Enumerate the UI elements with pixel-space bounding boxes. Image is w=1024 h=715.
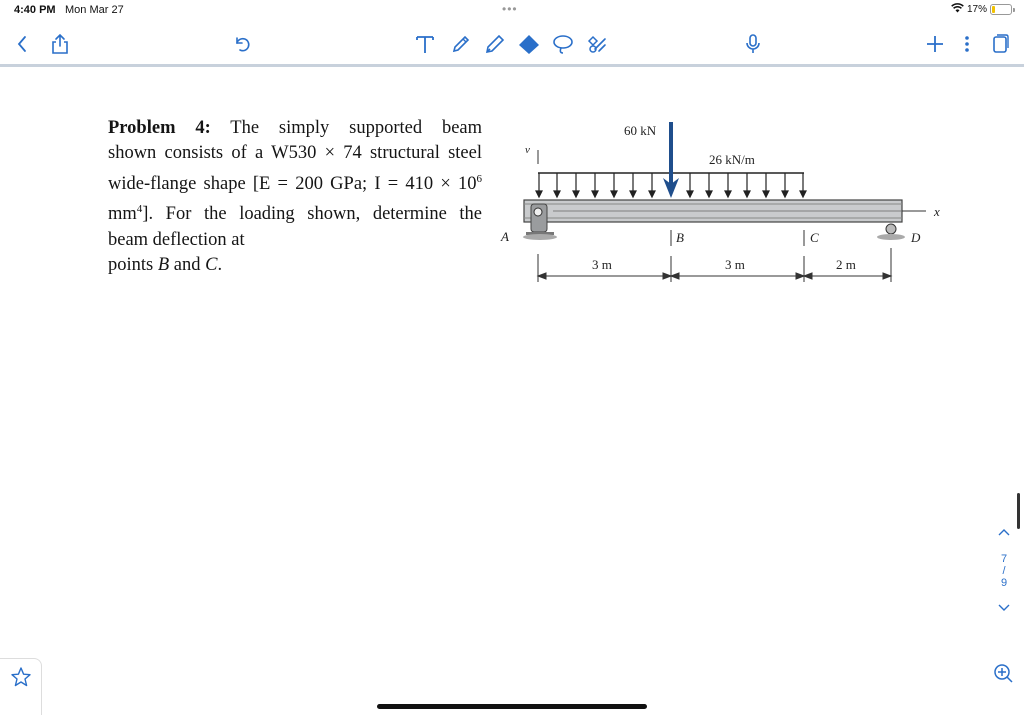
beam	[524, 200, 902, 222]
problem-line-3: wide-flange shape [E = 200 GPa; $I = 410 \times 10^6$	[108, 172, 482, 194]
chevron-down-icon[interactable]	[993, 603, 1015, 615]
beam-diagram-svg	[498, 116, 950, 286]
page-total: 9	[1000, 577, 1008, 589]
scroll-handle[interactable]	[1017, 493, 1020, 529]
lasso-icon[interactable]	[551, 32, 575, 56]
span-ab-label: 3 m	[592, 257, 612, 272]
chevron-up-icon[interactable]	[993, 527, 1015, 543]
problem-line-5: beam deflection at	[108, 229, 245, 250]
multitasking-dots[interactable]: •••	[502, 2, 518, 16]
zoom-in-icon[interactable]	[993, 663, 1013, 688]
pages-icon[interactable]	[988, 32, 1012, 56]
roller-support-d	[877, 224, 905, 240]
pencil-icon[interactable]	[483, 32, 507, 56]
page-current: 7	[1000, 553, 1008, 565]
toolbar	[0, 22, 1024, 66]
more-icon[interactable]	[955, 32, 979, 56]
beam-diagram	[498, 116, 950, 286]
toolbar-divider	[0, 64, 1024, 67]
span-cd-label: 2 m	[836, 257, 856, 272]
point-load-label: 60 kN	[624, 123, 657, 138]
problem-line-2: shown consists of a W530 × 74 structural steel	[108, 143, 482, 164]
highlighter-icon[interactable]	[517, 32, 541, 56]
home-indicator[interactable]	[377, 704, 647, 709]
wifi-icon	[951, 3, 964, 16]
page-navigator	[993, 527, 1015, 627]
back-icon[interactable]	[10, 32, 34, 56]
problem-statement	[108, 116, 482, 278]
shapes-icon[interactable]	[585, 32, 609, 56]
status-time: 4:40 PM	[14, 4, 56, 16]
problem-line-1: Problem 4: The simply supported beam	[108, 118, 483, 138]
point-b-label: B	[676, 230, 684, 245]
add-icon[interactable]	[923, 32, 947, 56]
v-axis-label: v	[525, 144, 530, 156]
star-icon[interactable]	[10, 666, 32, 693]
share-icon[interactable]	[48, 32, 72, 56]
problem-line-4: $mm^4$]. For the loading shown, determine the	[108, 203, 482, 225]
point-d-label: D	[911, 230, 921, 245]
problem-line-6: points B and C.	[108, 254, 223, 275]
undo-icon[interactable]	[230, 32, 254, 56]
favorite-panel	[0, 658, 42, 715]
page-separator: /	[1002, 565, 1006, 577]
point-c-label: C	[810, 230, 819, 245]
point-load-arrow	[663, 122, 679, 198]
battery-percent: 17%	[966, 4, 987, 15]
x-axis-label: x	[934, 204, 940, 219]
pen-icon[interactable]	[449, 32, 473, 56]
status-date: Mon Mar 27	[65, 4, 124, 16]
distributed-load-label: 26 kN/m	[709, 152, 755, 167]
battery-icon	[990, 4, 1012, 15]
status-bar	[0, 0, 1024, 20]
text-tool-icon[interactable]	[413, 32, 437, 56]
span-bc-label: 3 m	[725, 257, 745, 272]
status-right	[951, 3, 1012, 16]
point-a-label: A	[501, 229, 509, 244]
microphone-icon[interactable]	[741, 32, 765, 56]
problem-heading: Problem 4:	[108, 118, 211, 138]
